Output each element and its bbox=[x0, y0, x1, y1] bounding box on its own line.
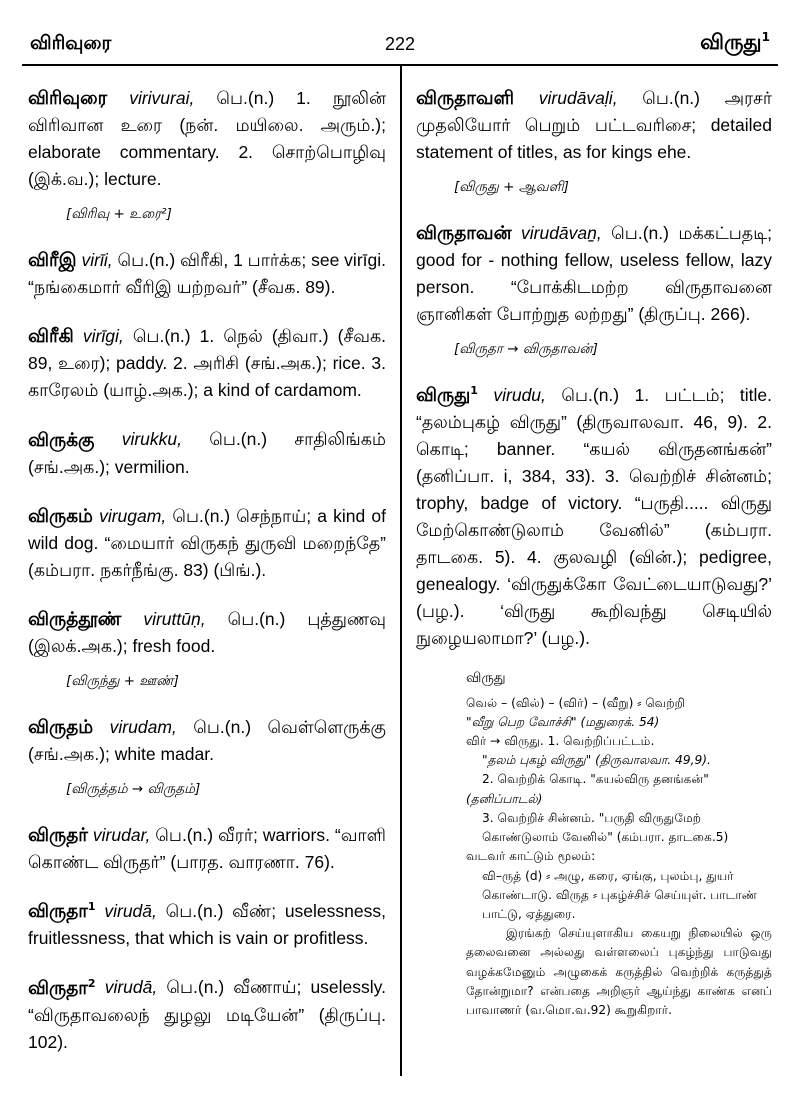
headword-text: விருதர் bbox=[28, 825, 88, 847]
dictionary-entry bbox=[28, 709, 386, 768]
entry-transliteration: virugam, bbox=[99, 505, 167, 526]
dictionary-entry bbox=[416, 377, 772, 652]
entry-headword bbox=[28, 901, 96, 922]
page-header bbox=[30, 26, 770, 60]
entry-definition: பெ.(n.) வீண்; uselessness, fruitlessness, that which is vain or profitless. bbox=[28, 901, 386, 949]
entry-transliteration: virīgi, bbox=[82, 326, 124, 347]
entry-definition: பெ.(n.) அரசர் முதலியோர் பெறும் பட்டவரிசை; detailed statement of titles, as for kings ehe. bbox=[416, 88, 772, 163]
headword-text: விருது bbox=[416, 385, 471, 407]
column-divider bbox=[400, 66, 402, 1076]
entry-headword bbox=[28, 717, 93, 738]
note-title: விருது bbox=[466, 670, 506, 687]
headword-text: விருதாவளி bbox=[416, 88, 515, 110]
headword-text: விருதாவன் bbox=[416, 223, 512, 245]
dictionary-entry bbox=[28, 318, 386, 404]
entry-definition: பெ.(n.) வீணாய்; uselessly. “விருதாவலைந் துழலு மடியேன்” (திருப்பு. 102). bbox=[28, 977, 386, 1052]
entry-transliteration: virudam, bbox=[109, 717, 177, 738]
entry-transliteration: virudu, bbox=[493, 385, 546, 406]
page-number: 222 bbox=[384, 34, 416, 54]
entry-headword bbox=[28, 978, 96, 999]
entry-headword bbox=[28, 250, 77, 271]
entry-headword bbox=[28, 825, 88, 846]
note-line: 2. வெற்றிக் கொடி. "கயல்விரு தனங்கன்" bbox=[482, 772, 709, 787]
entry-definition: பெ.(n.) 1. நெல் (திவா.) (சீவக. 89, உரை); paddy. 2. அரிசி (சங்.அக.); rice. 3. காரேலம் (யாழ்.அக.); a kind of cardamom. bbox=[28, 326, 386, 401]
entry-etymology: [விருதா → விருதாவன்] bbox=[454, 341, 598, 358]
headword-sup: 1 bbox=[87, 900, 96, 914]
header-left-guideword: விரிவுரை bbox=[30, 32, 112, 54]
entry-definition: பெ.(n.) மக்கட்பதடி; good for - nothing fellow, useless fellow, lazy person. “போக்கிடமற்ற விருதாவனை ஞானிகள் போற்றுத லற்றது” (திருப்பு. 266). bbox=[416, 223, 772, 325]
entry-headword bbox=[416, 223, 512, 244]
note-line: (தனிப்பாடல்) bbox=[466, 791, 543, 806]
entry-headword bbox=[416, 385, 478, 406]
entry-etymology: [விருத்தம் → விருதம்] bbox=[66, 781, 201, 798]
entry-transliteration: virudā, bbox=[104, 977, 158, 998]
left-column bbox=[28, 80, 386, 1073]
entry-transliteration: virudāvaṉ, bbox=[521, 223, 602, 244]
entry-transliteration: virudar, bbox=[92, 825, 151, 846]
entry-transliteration: virukku, bbox=[121, 429, 182, 450]
entry-transliteration: virudāvaḷi, bbox=[538, 88, 618, 109]
headword-sup: 2 bbox=[87, 976, 96, 990]
entry-headword bbox=[28, 326, 74, 347]
entry-definition: பெ.(n.) புத்துணவு (இலக்.அக.); fresh food. bbox=[28, 608, 386, 656]
entry-definition: பெ.(n.) சாதிலிங்கம் (சங்.அக.); vermilion. bbox=[28, 429, 386, 477]
note-line: விர் → விருது. 1. வெற்றிப்பட்டம். bbox=[466, 734, 655, 749]
entry-definition: பெ.(n.) விரீகி, 1 பார்க்க; see virīgi. “நங்கைமார் வீரிஇ யற்றவர்” (சீவக. 89). bbox=[28, 250, 386, 298]
entry-headword bbox=[28, 609, 121, 630]
note-line: "தலம் புகழ் விருது" (திருவாலவா. 49,9). bbox=[482, 753, 711, 768]
entry-transliteration: virudā, bbox=[104, 901, 157, 922]
headword-text: விருத்தூண் bbox=[28, 608, 122, 630]
entry-definition: பெ.(n.) 1. நூலின் விரிவான உரை (நன். மயிலை. அரும்.); elaborate commentary. 2. சொற்பொழிவு (இக்.வ.); lecture. bbox=[28, 88, 386, 190]
headword-text: விருதா bbox=[28, 977, 88, 999]
note-paragraph: இரங்கற் செய்யுளாகிய கையறு நிலையில் ஒரு தலைவனை அல்லது வள்ளலைப் புகழ்ந்து பாடுவது வழக்கமேனும் அழுகைக் கருத்தில் வெற்றிக் கருத்துத் தோன்றுமா? என்பதை அறிஞர் ஆய்ந்து காண்க எனப் பாவாணர் (வ.மொ.வ.92) கூறுகிறார். bbox=[466, 926, 772, 1017]
headword-text: விரிவுரை bbox=[28, 88, 108, 110]
note-line: வடவர் காட்டும் மூலம்: bbox=[466, 849, 596, 864]
entry-etymology: [விரிவு + உரை²] bbox=[66, 206, 172, 223]
entry-definition: பெ.(n.) செந்நாய்; a kind of wild dog. “மையார் விருகந் துருவி மறைந்தே” (கம்பரா. நகர்நீங்கு. 83) (பிங்.). bbox=[28, 505, 386, 580]
etymology-note bbox=[466, 669, 772, 1020]
note-line: வெல் – (வில்) – (விர்) – (வீறு) ⸗ வெற்றி bbox=[466, 695, 686, 710]
dictionary-entry bbox=[28, 242, 386, 301]
dictionary-entry bbox=[28, 817, 386, 876]
dictionary-entry bbox=[28, 421, 386, 480]
dictionary-entry bbox=[416, 215, 772, 328]
entry-definition: பெ.(n.) வெள்ளெருக்கு (சங்.அக.); white madar. bbox=[28, 717, 386, 765]
entry-transliteration: virivurai, bbox=[129, 88, 195, 109]
note-line: வி–ருத் (d) ⸗ அழு, கரை, ஏங்கு, புலம்பு, துயர் கொண்டாடு. விருத ⸗ புகழ்ச்சிச் செய்யுள். பாடாண் பாட்டு, ஏத்துரை. bbox=[482, 868, 758, 921]
right-column bbox=[416, 80, 772, 1020]
entry-definition: பெ.(n.) வீரர்; warriors. “வாளி கொண்ட விருதர்” (பாரத. வாரணா. 76). bbox=[28, 825, 386, 873]
entry-headword bbox=[28, 430, 94, 451]
entry-headword bbox=[416, 88, 514, 109]
headword-text: விருதா bbox=[28, 901, 88, 923]
headword-text: விருதம் bbox=[28, 717, 94, 739]
header-right-sup: 1 bbox=[761, 30, 770, 44]
headword-text: விரீஇ bbox=[28, 250, 77, 272]
dictionary-entry bbox=[28, 498, 386, 584]
dictionary-entry bbox=[28, 601, 386, 660]
entry-definition: பெ.(n.) 1. பட்டம்; title. “தலம்புகழ் விருது” (திருவாலவா. 46, 9). 2. கொடி; banner. “கயல் விருதனங்கன்” (தனிப்பா. i, 384, 33). 3. வெற்றிச் சின்னம்; trophy, badge of victory. “பருதி..... விருது மேற்கொண்டுலாம் வேனில்” (கம்பரா. தாடகை. 5). 4. குலவழி (வின்.); pedigree, genealogy. ‘விருதுக்கோ வேட்டையாடுவது?’ (பழ.). ‘விருது கூறிவந்து செடியில் நுழையலாமா?’ (பழ.). bbox=[416, 385, 772, 649]
dictionary-entry bbox=[28, 893, 386, 952]
headword-text: விரீகி bbox=[28, 326, 74, 348]
headword-text: விருக்கு bbox=[28, 429, 95, 451]
entry-transliteration: viruttūṇ, bbox=[143, 608, 206, 629]
left-entries bbox=[28, 80, 386, 1056]
entry-etymology: [விருந்து + ஊண்] bbox=[66, 672, 179, 689]
entry-headword bbox=[28, 88, 107, 109]
note-line: 3. வெற்றிச் சின்னம். "பருதி விருதுமேற் கொண்டுலாம் வேனில்" (கம்பரா. தாடகை.5) bbox=[482, 810, 729, 845]
dictionary-entry bbox=[28, 80, 386, 193]
dictionary-entry bbox=[28, 969, 386, 1055]
header-right-guideword bbox=[700, 30, 770, 57]
dictionary-entry bbox=[416, 80, 772, 166]
entry-etymology: [விருது + ஆவளி] bbox=[454, 179, 569, 196]
entry-headword bbox=[28, 506, 93, 527]
note-line: "வீறு பெற வோச்சி" (மதுரைக். 54) bbox=[466, 714, 660, 729]
right-entries bbox=[416, 80, 772, 652]
header-right-word: விருது bbox=[700, 30, 762, 54]
entry-transliteration: virīi, bbox=[81, 250, 113, 271]
headword-sup: 1 bbox=[470, 384, 478, 398]
headword-text: விருகம் bbox=[28, 505, 93, 527]
